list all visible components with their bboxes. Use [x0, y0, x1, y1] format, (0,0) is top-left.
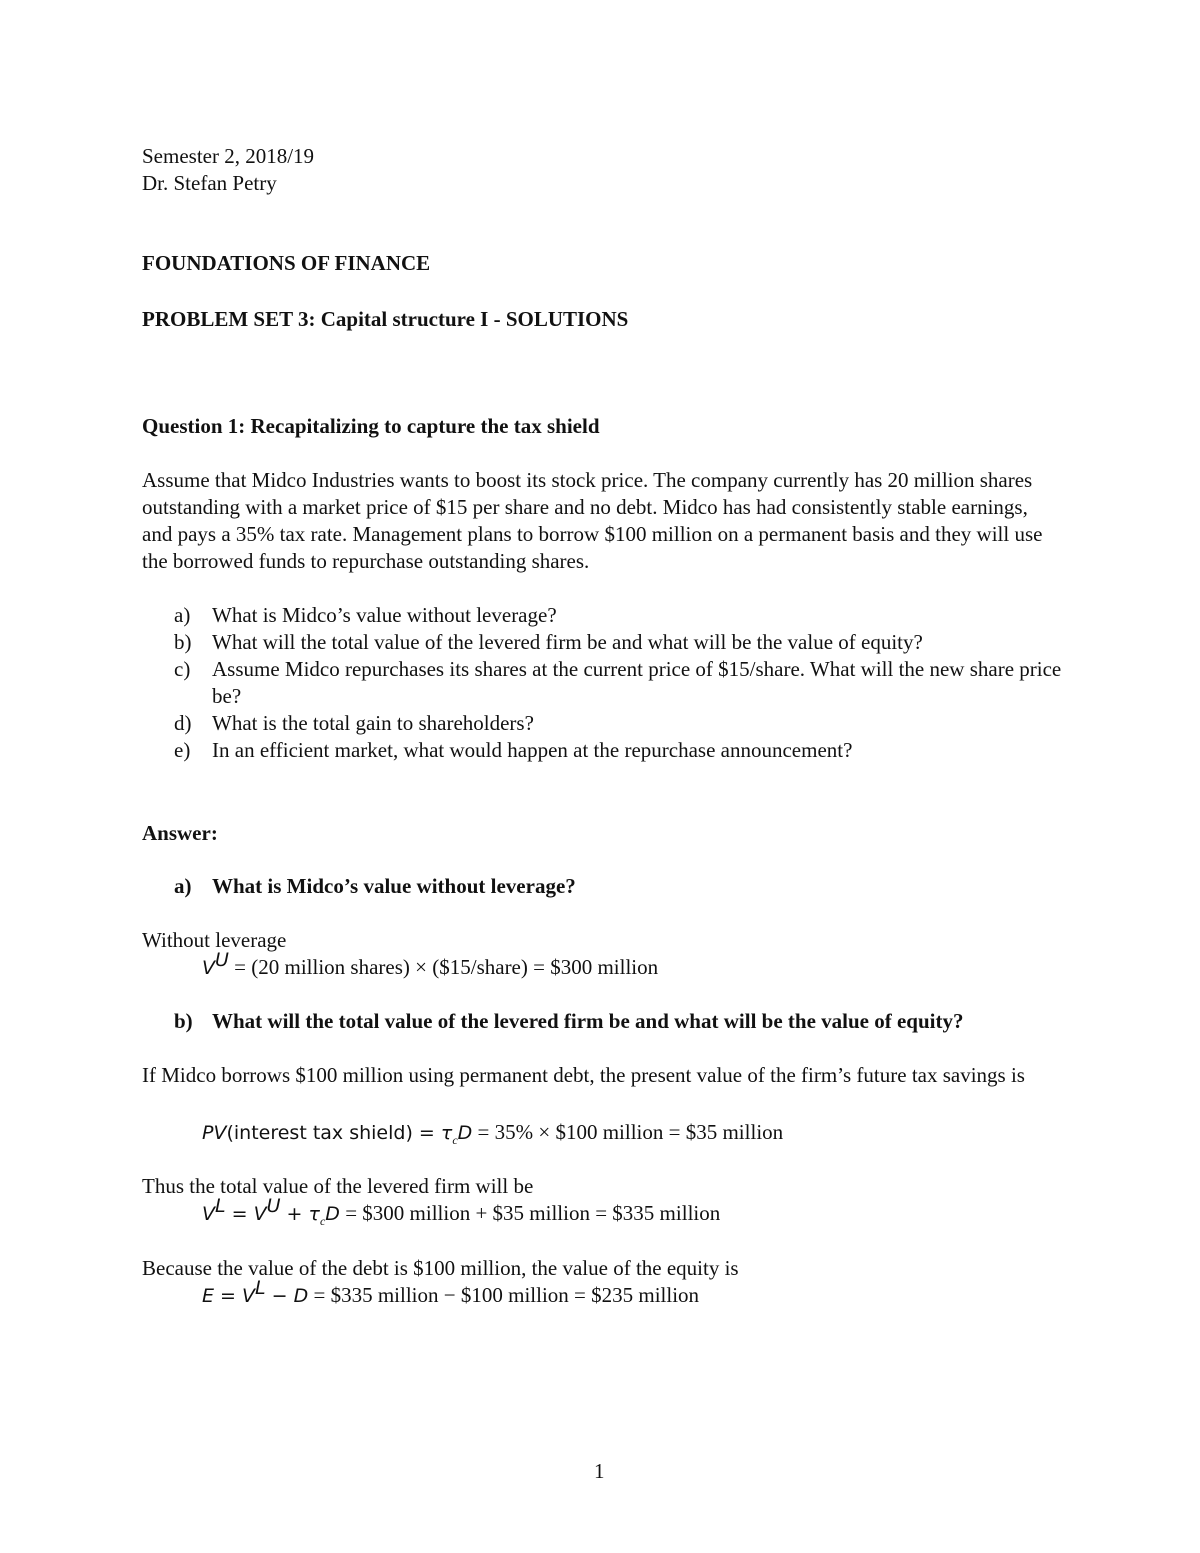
answer-b-because: Because the value of the debt is $100 million, the value of the equity is [142, 1256, 739, 1280]
semester-line: Semester 2, 2018/19 [142, 144, 315, 168]
list-item [142, 602, 1062, 629]
answer-b-letter: b) [174, 1009, 193, 1033]
equation-rest: = 35% × $100 million = $35 million [472, 1120, 784, 1144]
answer-b-text: If Midco borrows $100 million using permanent debt, the present value of the firm’s future tax savings is [142, 1063, 1025, 1087]
equation-pv-tax-shield [202, 1119, 783, 1147]
list-item-text: Assume Midco repurchases its shares at the current price of $15/share. What will the new share price be? [212, 657, 1062, 708]
symbol-tau: τ [308, 1203, 320, 1225]
list-item-text: What is Midco’s value without leverage? [212, 603, 557, 627]
symbol-e: E [202, 1285, 215, 1307]
symbol-v: V [253, 1203, 267, 1225]
equals: = [214, 1285, 243, 1307]
answer-b-thus: Thus the total value of the levered firm will be [142, 1174, 534, 1198]
symbol-v: V [202, 1203, 215, 1225]
list-item-text: In an efficient market, what would happen at the repurchase announcement? [212, 738, 853, 762]
list-item [142, 737, 1062, 764]
plus: + [280, 1203, 309, 1225]
page-number: 1 [594, 1459, 605, 1483]
answer-a-letter: a) [174, 874, 192, 898]
symbol-d: D [457, 1122, 473, 1144]
answer-a-heading: What is Midco’s value without leverage? [212, 874, 576, 898]
answer-a-text: Without leverage [142, 928, 287, 952]
equation-vl [202, 1195, 721, 1229]
subscript-c: c [319, 1214, 326, 1229]
equation-rest: = $300 million + $35 million = $335 million [339, 1201, 721, 1225]
equals: = [225, 1203, 254, 1225]
pv-text: (interest tax shield) = [226, 1122, 441, 1144]
list-item-letter: e) [174, 738, 191, 762]
superscript-l: L [215, 1195, 226, 1217]
minus: − [265, 1285, 294, 1307]
question-1-parts [142, 602, 1062, 764]
list-item [142, 710, 1062, 737]
list-item [142, 629, 1062, 656]
list-item-letter: d) [174, 711, 192, 735]
superscript-u: U [266, 1195, 281, 1217]
symbol-d: D [293, 1285, 309, 1307]
list-item-letter: b) [174, 630, 192, 654]
subscript-c: c [452, 1133, 458, 1148]
answer-b-heading: What will the total value of the levered firm be and what will be the value of equity? [212, 1009, 964, 1033]
superscript-l: L [255, 1277, 266, 1299]
list-item-text: What will the total value of the levered firm be and what will be the value of equity? [212, 630, 923, 654]
list-item-letter: c) [174, 657, 191, 681]
answer-heading: Answer: [142, 821, 218, 845]
question-1-intro: Assume that Midco Industries wants to boost its stock price. The company currently has 20 million shares outstanding with a market price of $15 per share and no debt. Midco has had consistently stable earnings, and pays a 35% tax rate. Management plans to borrow $100 million on a permanent basis and they will use the borrowed funds to repurchase outstanding shares. [142, 468, 1043, 573]
lecturer-line: Dr. Stefan Petry [142, 171, 277, 195]
course-title: FOUNDATIONS OF FINANCE [142, 251, 431, 275]
problem-set-title: PROBLEM SET 3: Capital structure I - SOLUTIONS [142, 307, 629, 331]
question-1-heading: Question 1: Recapitalizing to capture the tax shield [142, 414, 600, 438]
symbol-tau: τ [440, 1122, 453, 1144]
equation-vu [202, 949, 659, 982]
symbol-pv: PV [202, 1122, 227, 1144]
symbol-d: D [325, 1203, 340, 1225]
equation-rest: = $335 million − $100 million = $235 million [308, 1283, 700, 1307]
list-item-text: What is the total gain to shareholders? [212, 711, 534, 735]
superscript-u: U [215, 949, 229, 971]
symbol-v: V [202, 957, 215, 979]
symbol-v: V [242, 1285, 256, 1307]
equation-equity [202, 1277, 700, 1310]
equation-rest: = (20 million shares) × ($15/share) = $300 million [228, 955, 659, 979]
list-item [142, 656, 1062, 710]
list-item-letter: a) [174, 603, 191, 627]
